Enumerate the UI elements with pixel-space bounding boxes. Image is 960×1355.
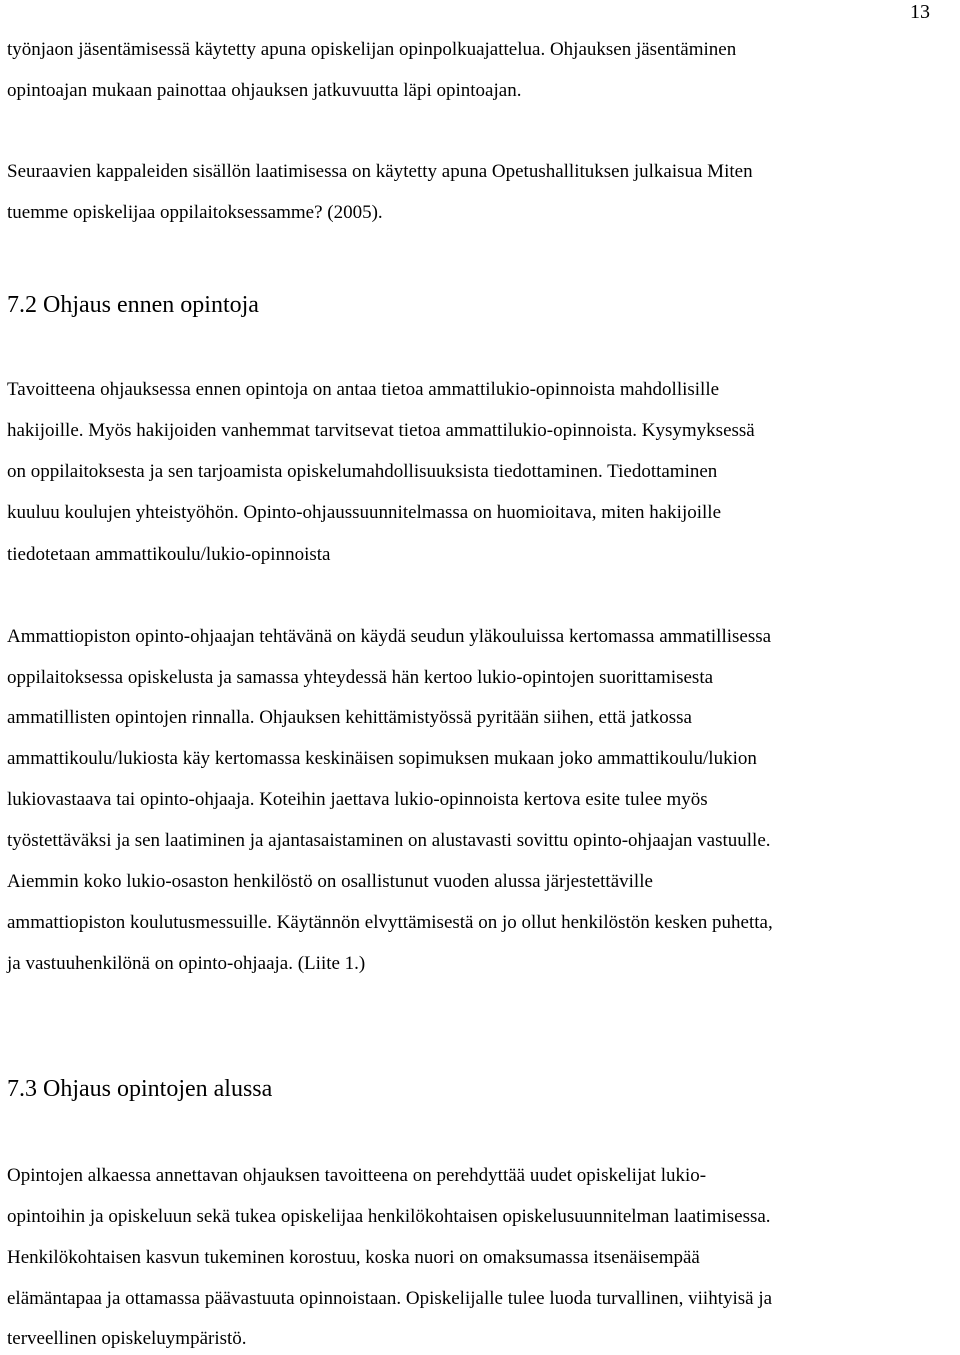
s72-p2-line-9: ja vastuuhenkilönä on opinto-ohjaaja. (Liite 1.) [7,953,366,974]
s72-p2-line-4: ammattikoulu/lukiosta käy kertomassa keskinäisen sopimuksen mukaan joko ammattikoulu/lukion [7,748,757,769]
s73-p1-line-5: terveellinen opiskeluympäristö. [7,1328,247,1349]
s72-p2-line-5: lukiovastaava tai opinto-ohjaaja. Koteihin jaettava lukio-opinnoista kertova esite tulee myös [7,789,708,810]
s73-p1-line-1: Opintojen alkaessa annettavan ohjauksen tavoitteena on perehdyttää uudet opiskelijat lukio- [7,1165,707,1186]
s72-p1-line-1: Tavoitteena ohjauksessa ennen opintoja on antaa tietoa ammattilukio-opinnoista mahdollisille [7,379,720,400]
s72-p1-line-2: hakijoille. Myös hakijoiden vanhemmat tarvitsevat tietoa ammattilukio-opinnoista. Kysymyksessä [7,420,755,441]
source-line-1: Seuraavien kappaleiden sisällön laatimisessa on käytetty apuna Opetushallituksen julkaisua Miten [7,161,753,182]
s72-p1-line-4: kuuluu koulujen yhteistyöhön. Opinto-ohjaussuunnitelmassa on huomioitava, miten hakijoille [7,502,722,523]
s72-p2-line-7: Aiemmin koko lukio-osaston henkilöstö on osallistunut vuoden alussa järjestettäville [7,871,653,892]
s72-p2-line-3: ammatillisten opintojen rinnalla. Ohjauksen kehittämistyössä pyritään siihen, että jatkossa [7,707,692,728]
s72-p2-line-2: oppilaitoksessa opiskelusta ja samassa yhteydessä hän kertoo lukio-opintojen suorittamisesta [7,667,714,688]
intro-line-1: työnjaon jäsentämisessä käytetty apuna opiskelijan opinpolkuajattelua. Ohjauksen jäsentäminen [7,39,737,60]
s73-p1-line-4: elämäntapaa ja ottamassa päävastuuta opinnoistaan. Opiskelijalle tulee luoda turvallinen, viihtyisä ja [7,1288,773,1309]
source-line-2: tuemme opiskelijaa oppilaitoksessamme? (2005). [7,202,383,223]
page-number: 13 [910,1,930,23]
intro-line-2: opintoajan mukaan painottaa ohjauksen jatkuvuutta läpi opintoajan. [7,80,522,101]
s73-p1-line-2: opintoihin ja opiskeluun sekä tukea opiskelijaa henkilökohtaisen opiskelusuunnitelman laatimisessa. [7,1206,771,1227]
s72-p2-line-1: Ammattiopiston opinto-ohjaajan tehtävänä on käydä seudun yläkouluissa kertomassa ammatillisessa [7,626,772,647]
s72-p2-line-6: työstettäväksi ja sen laatiminen ja ajantasaistaminen on alustavasti sovittu opinto-ohjaajan vastuulle. [7,830,771,851]
s72-p1-line-3: on oppilaitoksesta ja sen tarjoamista opiskelumahdollisuuksista tiedottaminen. Tiedottaminen [7,461,718,482]
section-heading-7-3: 7.3 Ohjaus opintojen alussa [7,1076,273,1102]
s72-p1-line-5: tiedotetaan ammattikoulu/lukio-opinnoista [7,544,331,565]
section-heading-7-2: 7.2 Ohjaus ennen opintoja [7,292,259,318]
s73-p1-line-3: Henkilökohtaisen kasvun tukeminen korostuu, koska nuori on omaksumassa itsenäisempää [7,1247,700,1268]
s72-p2-line-8: ammattiopiston koulutusmessuille. Käytännön elvyttämisestä on jo ollut henkilöstön kesken puhetta, [7,912,773,933]
